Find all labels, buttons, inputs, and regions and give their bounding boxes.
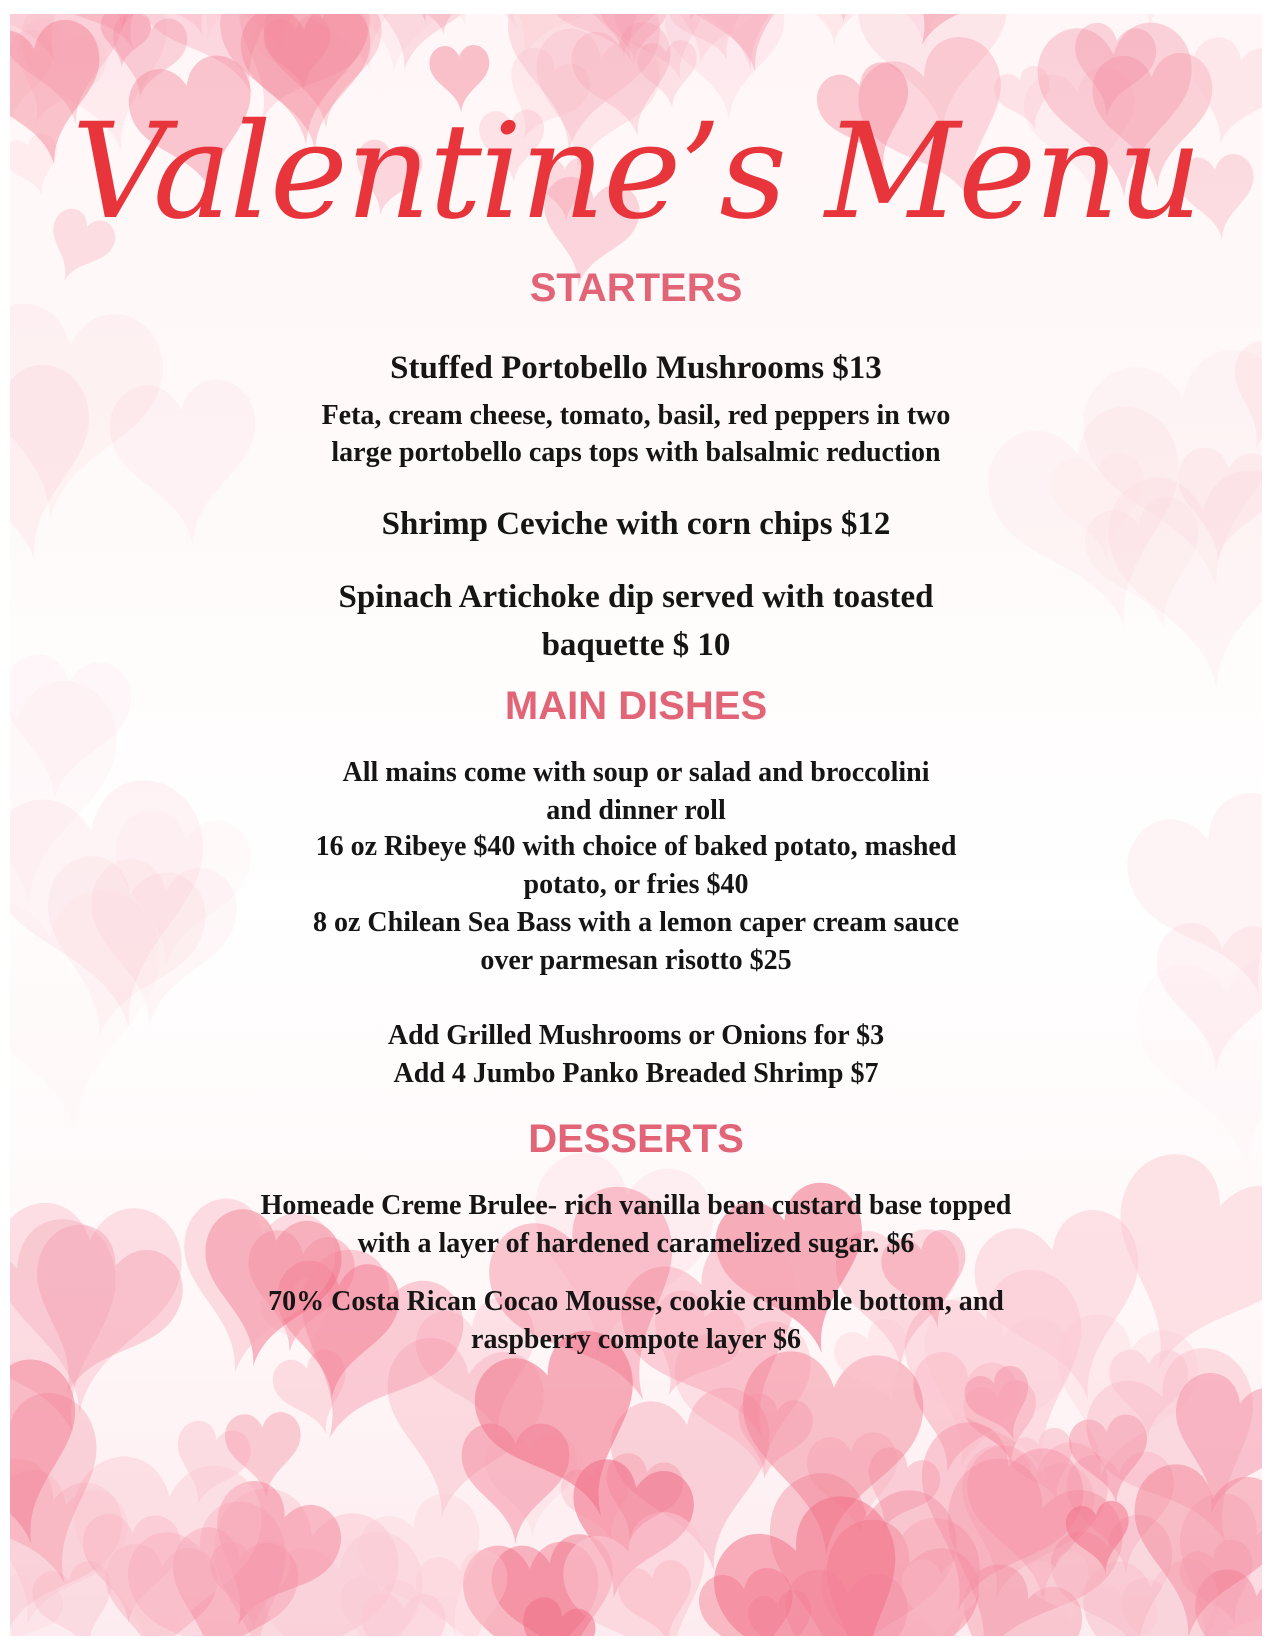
starter-item-name: Stuffed Portobello Mushrooms $13 — [390, 350, 882, 386]
starter-item-name: Shrimp Ceviche with corn chips $12 — [381, 506, 891, 542]
main-dishes-heading: MAIN DISHES — [504, 684, 768, 728]
menu-content — [10, 14, 1262, 1636]
dessert-item: with a layer of hardened caramelized sugar. $6 — [357, 1228, 915, 1259]
main-dish-line: and dinner roll — [546, 795, 726, 826]
starters-heading: STARTERS — [529, 266, 743, 310]
add-on-line: Add Grilled Mushrooms or Onions for $3 — [387, 1020, 885, 1051]
menu-frame — [10, 14, 1262, 1636]
starter-item-description: large portobello caps tops with balsalmic reduction — [331, 437, 941, 468]
main-dish-line: 16 oz Ribeye $40 with choice of baked potato, mashed — [315, 831, 957, 862]
desserts-heading: DESSERTS — [528, 1117, 744, 1161]
dessert-item: raspberry compote layer $6 — [471, 1324, 801, 1355]
menu-title: Valentine’s Menu — [71, 95, 1201, 249]
add-on-line: Add 4 Jumbo Panko Breaded Shrimp $7 — [393, 1058, 879, 1089]
dessert-item: Homeade Creme Brulee- rich vanilla bean custard base topped — [260, 1190, 1012, 1221]
main-dish-line: over parmesan risotto $25 — [480, 945, 792, 976]
dessert-item: 70% Costa Rican Cocao Mousse, cookie crumble bottom, and — [268, 1286, 1004, 1317]
main-dish-line: potato, or fries $40 — [523, 869, 749, 900]
starter-item-name: Spinach Artichoke dip served with toasted — [338, 579, 934, 615]
starter-item-description: Feta, cream cheese, tomato, basil, red peppers in two — [321, 400, 951, 431]
main-dish-line: 8 oz Chilean Sea Bass with a lemon caper cream sauce — [312, 907, 960, 938]
starter-item-name: baquette $ 10 — [541, 627, 731, 663]
main-dish-line: All mains come with soup or salad and broccolini — [342, 757, 930, 788]
